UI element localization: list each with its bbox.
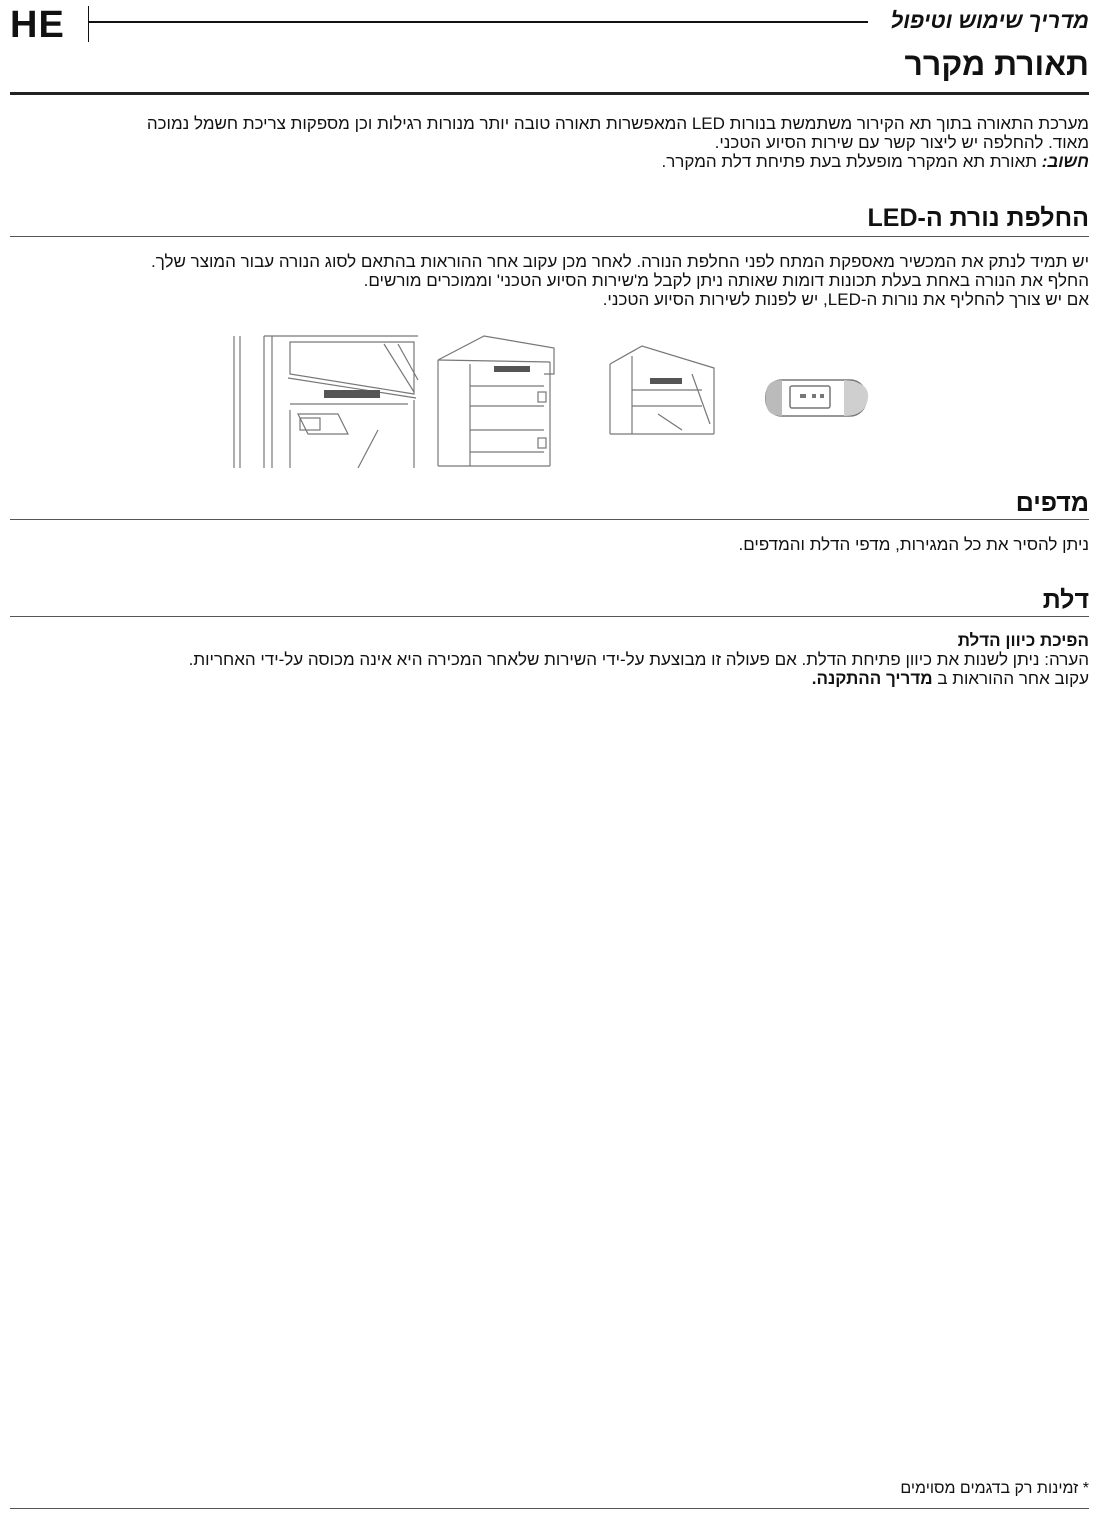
fridge-interior-illustration bbox=[228, 334, 424, 469]
led-line: החלף את הנורה באחת בעלת תכונות דומות שאותה ניתן לקבל מ'שירות הסיוע הטכני' וממוכרים מורשים. bbox=[363, 271, 1089, 290]
led-paragraph bbox=[16, 252, 1089, 309]
language-code: HE bbox=[10, 4, 65, 46]
important-note bbox=[16, 152, 1089, 171]
document-title: מדריך שימוש וטיפול bbox=[890, 8, 1089, 33]
shelves-paragraph bbox=[16, 535, 1089, 554]
door-line: הערה: ניתן לשנות את כיוון פתיחת הדלת. אם פעולה זו מבוצעת על-ידי השירות שלאחר המכירה היא אינה מכוסה על-ידי האחריות. bbox=[188, 650, 1089, 669]
led-lamp-icon bbox=[760, 334, 872, 424]
title-rule bbox=[10, 92, 1089, 95]
footnote: * זמינות רק בדגמים מסוימים bbox=[900, 1480, 1089, 1497]
fridge-shelves-illustration bbox=[434, 334, 556, 469]
section-heading-shelves: מדפים bbox=[1015, 489, 1089, 517]
door-line-prefix: עקוב אחר ההוראות ב bbox=[932, 669, 1089, 688]
section-rule bbox=[10, 519, 1089, 520]
intro-paragraph bbox=[16, 114, 1089, 171]
intro-line: מאוד. להחלפה יש ליצור קשר עם שירות הסיוע הטכני. bbox=[714, 133, 1089, 152]
shelves-line: ניתן להסיר את כל המגירות, מדפי הדלת והמדפים. bbox=[738, 535, 1089, 554]
header-rule bbox=[88, 21, 868, 23]
led-line: יש תמיד לנתק את המכשיר מאספקת המתח לפני החלפת הנורה. לאחר מכן עקוב אחר ההוראות בהתאם לסוג הנורה עבור המוצר שלך. bbox=[151, 252, 1089, 271]
door-subheading: הפיכת כיוון הדלת bbox=[957, 631, 1089, 650]
section-heading-door: דלת bbox=[1042, 586, 1089, 614]
fridge-top-illustration bbox=[602, 334, 720, 444]
section-rule bbox=[10, 616, 1089, 617]
section-heading-led: החלפת נורת ה-LED bbox=[867, 204, 1089, 232]
page-title: תאורת מקרר bbox=[904, 46, 1089, 82]
door-paragraph bbox=[16, 631, 1089, 688]
led-line: אם יש צורך להחליף את נורות ה-LED, יש לפנות לשירות הסיוע הטכני. bbox=[602, 290, 1089, 309]
header-divider bbox=[88, 6, 89, 42]
section-rule bbox=[10, 236, 1089, 237]
intro-line: מערכת התאורה בתוך תא הקירור משתמשת בנורות LED המאפשרות תאורה טובה יותר מנורות רגילות וכן מספקות צריכת חשמל נמוכה bbox=[146, 114, 1089, 133]
door-line bbox=[16, 669, 1089, 688]
important-text: תאורת תא המקרר מופעלת בעת פתיחת דלת המקרר. bbox=[661, 152, 1042, 171]
important-label: חשוב: bbox=[1041, 152, 1089, 171]
footer-rule bbox=[10, 1508, 1089, 1509]
led-illustrations bbox=[228, 334, 878, 469]
installation-guide-ref: מדריך ההתקנה. bbox=[811, 669, 933, 688]
